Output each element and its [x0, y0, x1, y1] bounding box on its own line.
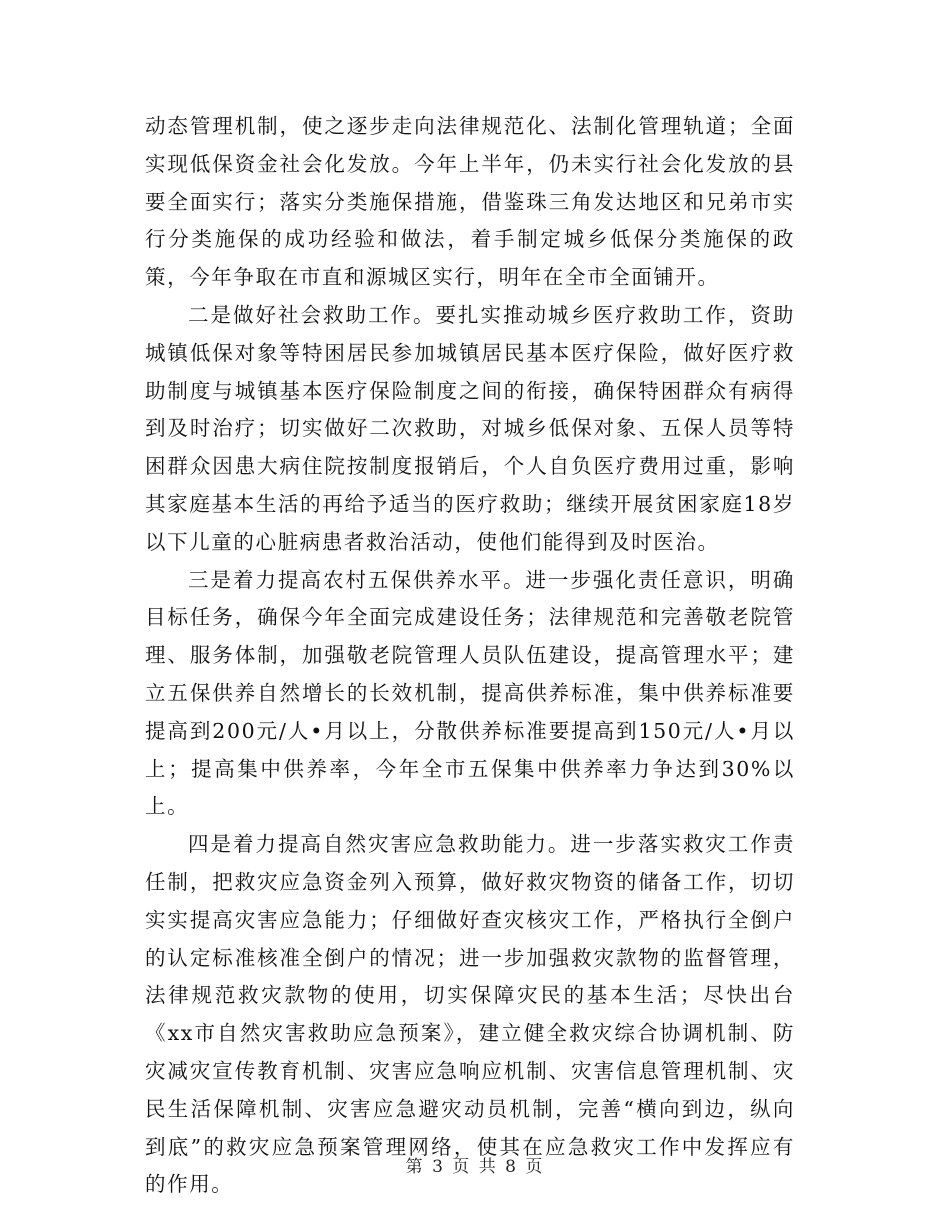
paragraph-continuation: 动态管理机制，使之逐步走向法律规范化、法制化管理轨道；全面实现低保资金社会化发放。今年上半年，仍未实行社会化发放的县要全面实行；落实分类施保措施，借鉴珠三角发达地区和兄弟市实行分类施保的成功经验和做法，着手制定城乡低保分类施保的政策，今年争取在市直和源城区实行，明年在全市全面铺开。 [145, 114, 795, 290]
paragraph-disaster-relief: 四是着力提高自然灾害应急救助能力。进一步落实救灾工作责任制，把救灾应急资金列入预算，做好救灾物资的储备工作，切切实实提高灾害应急能力；仔细做好查灾核灾工作，严格执行全倒户的认定标准核准全倒户的情况；进一步加强救灾款物的监督管理，法律规范救灾款物的使用，切实保障灾民的基本生活；尽快出台《xx市自然灾害救助应急预案》，建立健全救灾综合协调机制、防灾减灾宣传教育机制、灾害应急响应机制、灾害信息管理机制、灾民生活保障机制、灾害应急避灾动员机制，完善“横向到边，纵向到底”的救灾应急预案管理网络，使其在应急救灾工作中发挥应有的作用。 [145, 832, 795, 1197]
page-number-footer: 第 3 页 共 8 页 [405, 1157, 545, 1177]
document-body [145, 108, 795, 1204]
paragraph-social-assistance: 二是做好社会救助工作。要扎实推动城乡医疗救助工作，资助城镇低保对象等特困居民参加城镇居民基本医疗保险，做好医疗救助制度与城镇基本医疗保险制度之间的衔接，确保特困群众有病得到及时治疗；切实做好二次救助，对城乡低保对象、五保人员等特困群众因患大病住院按制度报销后，个人自负医疗费用过重，影响其家庭基本生活的再给予适当的医疗救助；继续开展贫困家庭18岁以下儿童的心脏病患者救治活动，使他们能得到及时医治。 [145, 302, 795, 554]
paragraph-rural-five-guarantee: 三是着力提高农村五保供养水平。进一步强化责任意识，明确目标任务，确保今年全面完成建设任务；法律规范和完善敬老院管理、服务体制，加强敬老院管理人员队伍建设，提高管理水平；建立五保供养自然增长的长效机制，提高供养标准，集中供养标准要提高到200元/人•月以上，分散供养标准要提高到150元/人•月以上；提高集中供养率，今年全市五保集中供养率力争达到30%以上。 [145, 567, 795, 819]
